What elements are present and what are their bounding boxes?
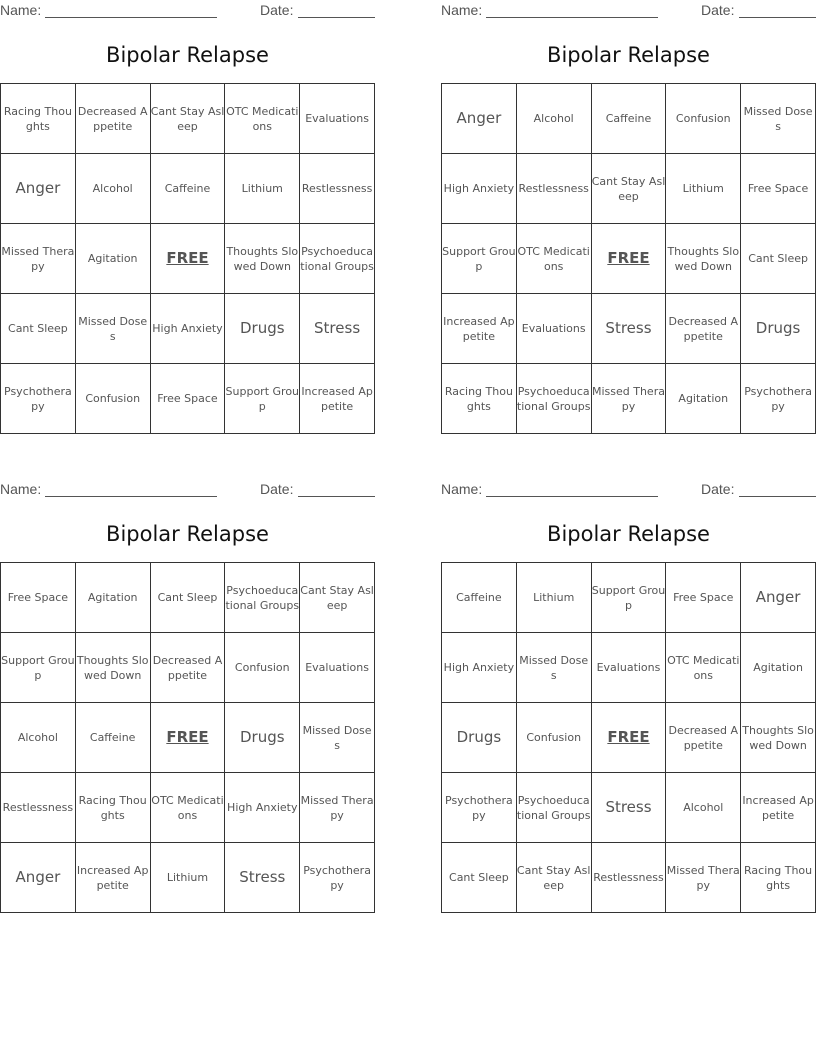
bingo-cell: Racing Thoughts	[1, 84, 76, 154]
bingo-cell: Restlessness	[591, 843, 666, 913]
bingo-cell: Cant Sleep	[150, 563, 225, 633]
bingo-grid	[0, 562, 375, 913]
bingo-cell: High Anxiety	[225, 773, 300, 843]
bingo-cell: Alcohol	[1, 703, 76, 773]
bingo-grid	[0, 83, 375, 434]
bingo-cell: Lithium	[225, 154, 300, 224]
grid-row	[442, 294, 816, 364]
bingo-cell: Racing Thoughts	[741, 843, 816, 913]
grid-row	[442, 224, 816, 294]
bingo-cell: Decreased Appetite	[75, 84, 150, 154]
bingo-cell: Anger	[741, 563, 816, 633]
bingo-cell: High Anxiety	[150, 294, 225, 364]
bingo-cell: Alcohol	[516, 84, 591, 154]
bingo-cell: Decreased Appetite	[150, 633, 225, 703]
date-line	[298, 17, 375, 18]
bingo-cell: Thoughts Slowed Down	[741, 703, 816, 773]
bingo-cell: Psychoeducational Groups	[516, 364, 591, 434]
card-title: Bipolar Relapse	[547, 43, 710, 67]
bingo-cell: Increased Appetite	[300, 364, 375, 434]
date-label: Date:	[260, 2, 294, 18]
bingo-cell: OTC Medications	[516, 224, 591, 294]
date-line	[298, 496, 375, 497]
grid-row	[442, 773, 816, 843]
free-cell: FREE	[591, 224, 666, 294]
bingo-cell: Cant Stay Asleep	[150, 84, 225, 154]
name-line	[486, 496, 658, 497]
bingo-cell: Restlessness	[516, 154, 591, 224]
bingo-cell: Drugs	[225, 294, 300, 364]
grid-row	[1, 843, 375, 913]
bingo-cell: Lithium	[666, 154, 741, 224]
date-label: Date:	[701, 481, 735, 497]
bingo-cell: Caffeine	[75, 703, 150, 773]
free-cell: FREE	[591, 703, 666, 773]
bingo-cell: Racing Thoughts	[442, 364, 517, 434]
bingo-cell: OTC Medications	[666, 633, 741, 703]
bingo-cell: Psychotherapy	[1, 364, 76, 434]
grid-row	[1, 294, 375, 364]
bingo-cell: Increased Appetite	[75, 843, 150, 913]
bingo-cell: OTC Medications	[225, 84, 300, 154]
bingo-cell: Psychotherapy	[300, 843, 375, 913]
bingo-cell: Free Space	[741, 154, 816, 224]
bingo-cell: Agitation	[666, 364, 741, 434]
bingo-cell: Stress	[225, 843, 300, 913]
bingo-cell: Drugs	[741, 294, 816, 364]
bingo-cell: Cant Sleep	[442, 843, 517, 913]
bingo-cell: Alcohol	[75, 154, 150, 224]
grid-row	[442, 84, 816, 154]
bingo-cell: High Anxiety	[442, 633, 517, 703]
bingo-cell: Stress	[591, 294, 666, 364]
grid-row	[442, 843, 816, 913]
date-label: Date:	[701, 2, 735, 18]
bingo-cell: Missed Therapy	[300, 773, 375, 843]
grid-row	[1, 364, 375, 434]
bingo-cell: Cant Stay Asleep	[591, 154, 666, 224]
bingo-cell: Decreased Appetite	[666, 703, 741, 773]
date-line	[739, 17, 816, 18]
bingo-cell: Cant Stay Asleep	[516, 843, 591, 913]
bingo-cell: Restlessness	[1, 773, 76, 843]
bingo-cell: Support Group	[1, 633, 76, 703]
bingo-cell: Missed Therapy	[666, 843, 741, 913]
bingo-cell: Stress	[300, 294, 375, 364]
bingo-cell: Lithium	[150, 843, 225, 913]
bingo-cell: High Anxiety	[442, 154, 517, 224]
bingo-cell: Decreased Appetite	[666, 294, 741, 364]
bingo-cell: Confusion	[75, 364, 150, 434]
grid-row	[1, 773, 375, 843]
bingo-cell: Racing Thoughts	[75, 773, 150, 843]
name-line	[486, 17, 658, 18]
name-label: Name:	[441, 2, 483, 18]
bingo-cell: Evaluations	[300, 633, 375, 703]
date-line	[739, 496, 816, 497]
bingo-cell: Free Space	[150, 364, 225, 434]
bingo-cell: Anger	[1, 843, 76, 913]
bingo-cell: Caffeine	[150, 154, 225, 224]
bingo-cell: Missed Doses	[516, 633, 591, 703]
bingo-cell: Increased Appetite	[442, 294, 517, 364]
grid-row	[1, 224, 375, 294]
bingo-cell: Missed Doses	[741, 84, 816, 154]
bingo-cell: Increased Appetite	[741, 773, 816, 843]
bingo-cell: Caffeine	[591, 84, 666, 154]
bingo-cell: Psychoeducational Groups	[516, 773, 591, 843]
bingo-cell: Anger	[1, 154, 76, 224]
date-label: Date:	[260, 481, 294, 497]
free-cell: FREE	[150, 224, 225, 294]
bingo-cell: Psychoeducational Groups	[300, 224, 375, 294]
bingo-cell: Cant Stay Asleep	[300, 563, 375, 633]
bingo-cell: Agitation	[75, 224, 150, 294]
bingo-grid	[441, 83, 816, 434]
bingo-cell: Psychotherapy	[741, 364, 816, 434]
bingo-cell: Missed Therapy	[1, 224, 76, 294]
card-title: Bipolar Relapse	[547, 522, 710, 546]
bingo-cell: Free Space	[666, 563, 741, 633]
bingo-cell: Drugs	[225, 703, 300, 773]
bingo-cell: Thoughts Slowed Down	[225, 224, 300, 294]
card-header	[441, 2, 816, 22]
grid-row	[442, 154, 816, 224]
card-header	[441, 481, 816, 501]
grid-row	[442, 633, 816, 703]
bingo-cell: Missed Doses	[300, 703, 375, 773]
grid-row	[442, 563, 816, 633]
bingo-cell: Support Group	[442, 224, 517, 294]
bingo-cell: Evaluations	[516, 294, 591, 364]
grid-row	[442, 703, 816, 773]
bingo-cell: Agitation	[741, 633, 816, 703]
bingo-cell: Confusion	[225, 633, 300, 703]
bingo-cell: Restlessness	[300, 154, 375, 224]
bingo-cell: Alcohol	[666, 773, 741, 843]
name-label: Name:	[0, 481, 42, 497]
grid-row	[1, 633, 375, 703]
bingo-cell: Missed Therapy	[591, 364, 666, 434]
bingo-cell: Confusion	[666, 84, 741, 154]
bingo-grid	[441, 562, 816, 913]
card-title: Bipolar Relapse	[106, 522, 269, 546]
bingo-cell: Missed Doses	[75, 294, 150, 364]
bingo-cell: Cant Sleep	[1, 294, 76, 364]
card-title: Bipolar Relapse	[106, 43, 269, 67]
bingo-cell: Lithium	[516, 563, 591, 633]
bingo-cell: Evaluations	[591, 633, 666, 703]
bingo-cell: Free Space	[1, 563, 76, 633]
grid-row	[442, 364, 816, 434]
bingo-cell: Cant Sleep	[741, 224, 816, 294]
bingo-cell: Caffeine	[442, 563, 517, 633]
grid-row	[1, 563, 375, 633]
bingo-cell: Thoughts Slowed Down	[666, 224, 741, 294]
grid-row	[1, 154, 375, 224]
name-label: Name:	[441, 481, 483, 497]
bingo-cell: Support Group	[225, 364, 300, 434]
bingo-cell: Confusion	[516, 703, 591, 773]
bingo-cell: Agitation	[75, 563, 150, 633]
bingo-cell: Thoughts Slowed Down	[75, 633, 150, 703]
bingo-cell: Psychotherapy	[442, 773, 517, 843]
bingo-cell: Psychoeducational Groups	[225, 563, 300, 633]
bingo-cell: Evaluations	[300, 84, 375, 154]
name-label: Name:	[0, 2, 42, 18]
grid-row	[1, 703, 375, 773]
grid-row	[1, 84, 375, 154]
bingo-cell: Stress	[591, 773, 666, 843]
bingo-cell: Support Group	[591, 563, 666, 633]
card-header	[0, 481, 375, 501]
card-header	[0, 2, 375, 22]
bingo-cell: Anger	[442, 84, 517, 154]
bingo-cell: Drugs	[442, 703, 517, 773]
free-cell: FREE	[150, 703, 225, 773]
bingo-cell: OTC Medications	[150, 773, 225, 843]
name-line	[45, 496, 217, 497]
name-line	[45, 17, 217, 18]
